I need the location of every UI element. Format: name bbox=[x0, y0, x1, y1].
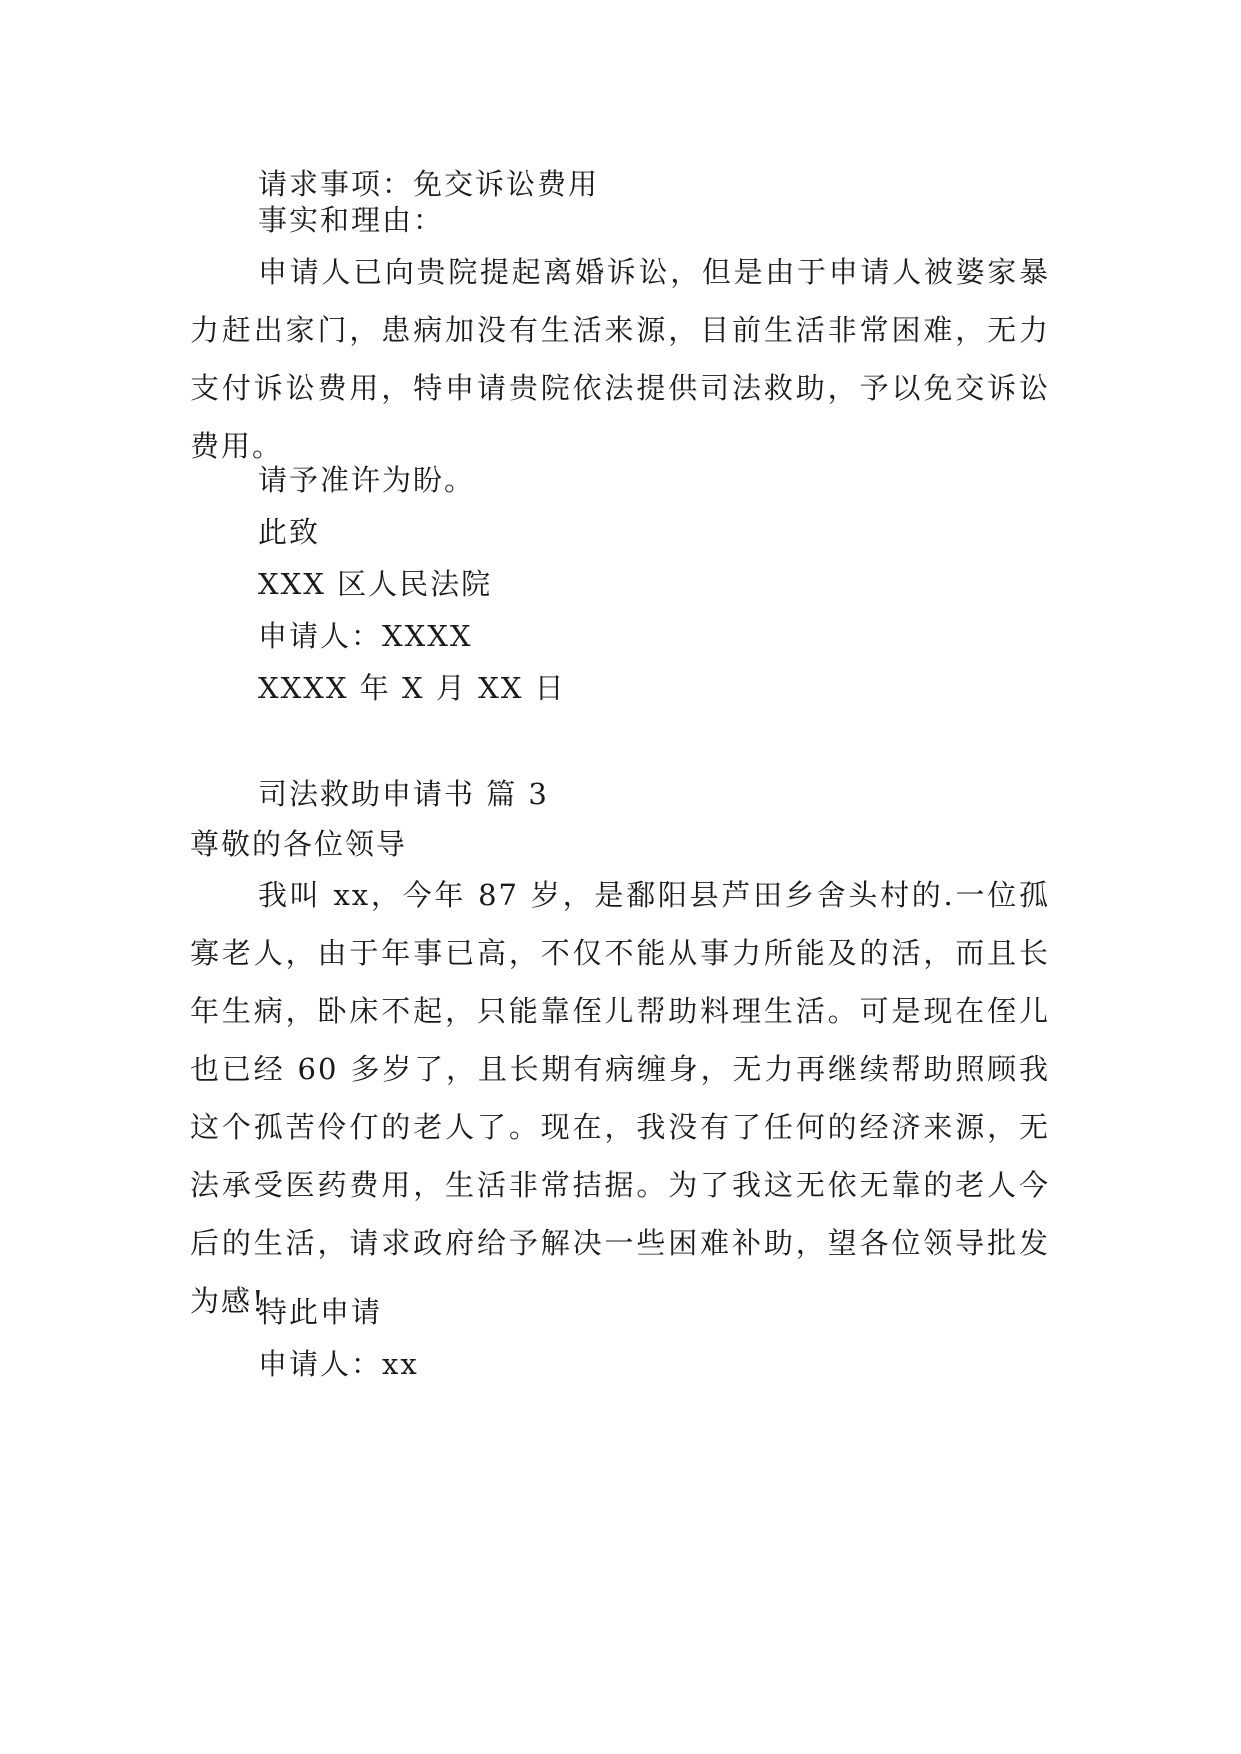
request-item: 请求事项：免交诉讼费用 bbox=[258, 167, 600, 201]
salutation: 此致 bbox=[258, 515, 321, 549]
greeting: 尊敬的各位领导 bbox=[190, 827, 408, 861]
date-line: XXXX 年 X 月 XX 日 bbox=[258, 671, 566, 705]
letter-body: 我叫 xx，今年 87 岁，是鄱阳县芦田乡舍头村的.一位孤寡老人，由于年事已高，不仅不能从事力所能及的活，而且长年生病，卧床不起，只能靠侄儿帮助料理生活。可是现在侄儿也已经 60 多岁了，且长期有病缠身，无力再继续帮助照顾我这个孤苦伶仃的老人了。现在，我没有了任何的经济来源，无法承受医药费用，生活非常拮据。为了我这无依无靠的老人今后的生活，请求政府给予解决一些困难补助，望各位领导批发为感! bbox=[190, 878, 1050, 1318]
section-title: 司法救助申请书 篇 3 bbox=[258, 777, 549, 811]
facts-heading: 事实和理由： bbox=[258, 203, 445, 237]
applicant-signature: 申请人：xx bbox=[258, 1347, 419, 1381]
facts-paragraph: 申请人已向贵院提起离婚诉讼，但是由于申请人被婆家暴力赶出家门，患病加没有生活来源，目前生活非常困难，无力支付诉讼费用，特申请贵院依法提供司法救助，予以免交诉讼费用。 bbox=[190, 255, 1050, 463]
court-name: XXX 区人民法院 bbox=[258, 567, 493, 601]
plea-line: 请予准许为盼。 bbox=[258, 463, 476, 497]
closing-line: 特此申请 bbox=[258, 1295, 383, 1329]
applicant-line: 申请人：XXXX bbox=[258, 619, 473, 653]
